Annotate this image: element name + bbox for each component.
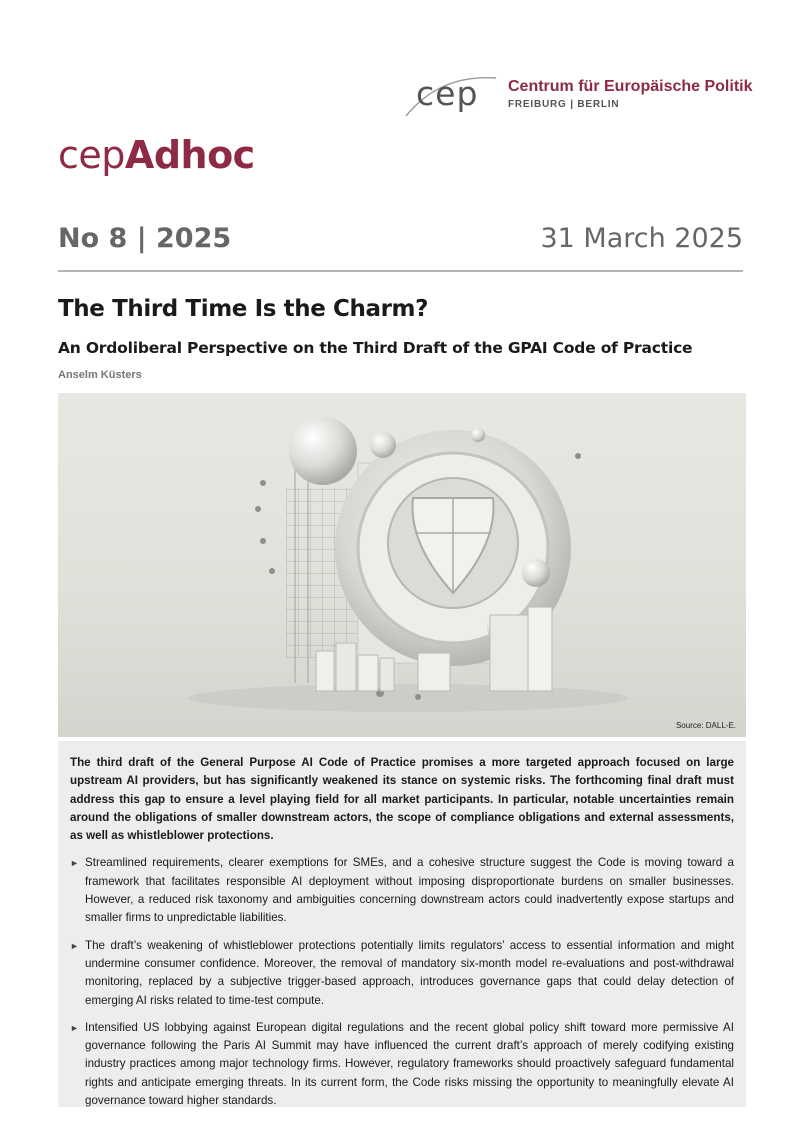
organization-cities: FREIBURG | BERLIN	[508, 99, 620, 110]
bullet-text: The draft’s weakening of whistleblower protections potentially limits regulators’ access to essential information and might undermine consumer confidence. Moreover, the removal of mandatory six-month model re-evaluations and post-withdrawal monitoring, replaced by a subjective trigger-based approach, introduces governance gaps that could delay detection of emerging AI risks related to time-test compute.	[85, 938, 734, 1007]
summary-bullet	[70, 937, 734, 1010]
abstract-ai-shield-image	[58, 393, 746, 737]
series-suffix: Adhoc	[124, 133, 255, 177]
bullet-arrow-icon: ►	[70, 1022, 79, 1033]
cover-illustration	[58, 393, 746, 737]
image-credit: Source: DALL-E.	[675, 721, 736, 730]
summary-bullet	[70, 1019, 734, 1110]
bullet-arrow-icon: ►	[70, 858, 79, 869]
bullet-arrow-icon: ►	[70, 940, 79, 951]
header-divider	[58, 270, 743, 272]
bullet-text: Streamlined requirements, clearer exemptions for SMEs, and a cohesive structure suggest the Code is moving toward a framework that facilitates responsible AI deployment without imposing disproportionate burdens on smaller businesses. However, a reduced risk taxonomy and ambiguities concerning downstream actors could inadvertently expose startups and smaller firms to unpredictable liabilities.	[85, 856, 734, 925]
series-prefix: cep	[58, 133, 125, 177]
article-title: The Third Time Is the Charm?	[58, 296, 429, 322]
series-title	[58, 133, 255, 177]
summary-bullet	[70, 854, 734, 927]
article-author: Anselm Küsters	[58, 369, 142, 381]
issue-number: No 8 | 2025	[58, 223, 232, 254]
publication-date: 31 March 2025	[540, 223, 743, 254]
organization-name: Centrum für Europäische Politik	[508, 78, 753, 95]
logo-wordmark: cep	[416, 74, 479, 113]
summary-box	[58, 741, 746, 1107]
article-subtitle: An Ordoliberal Perspective on the Third Draft of the GPAI Code of Practice	[58, 339, 693, 357]
abstract-paragraph: The third draft of the General Purpose AI Code of Practice promises a more targeted approach focused on large upstream AI providers, but has significantly weakened its stance on systemic risks. The forthcoming final draft must address this gap to ensure a level playing field for all market participants. In particular, notable uncertainties remain around the obligations of smaller downstream actors, the scope of compliance obligations and external assessments, as well as whistleblower protections.	[70, 756, 734, 843]
cep-logo	[400, 66, 753, 126]
bullet-text: Intensified US lobbying against European digital regulations and the recent global policy shift toward more permissive AI governance following the Paris AI Summit may have influenced the current draft’s approach of merely codifying existing industry practices among major technology firms. However, regulatory frameworks should proactively safeguard fundamental rights and anticipate emerging threats. In its current form, the Code risks missing the opportunity to meaningfully elevate AI governance toward higher standards.	[85, 1020, 734, 1108]
